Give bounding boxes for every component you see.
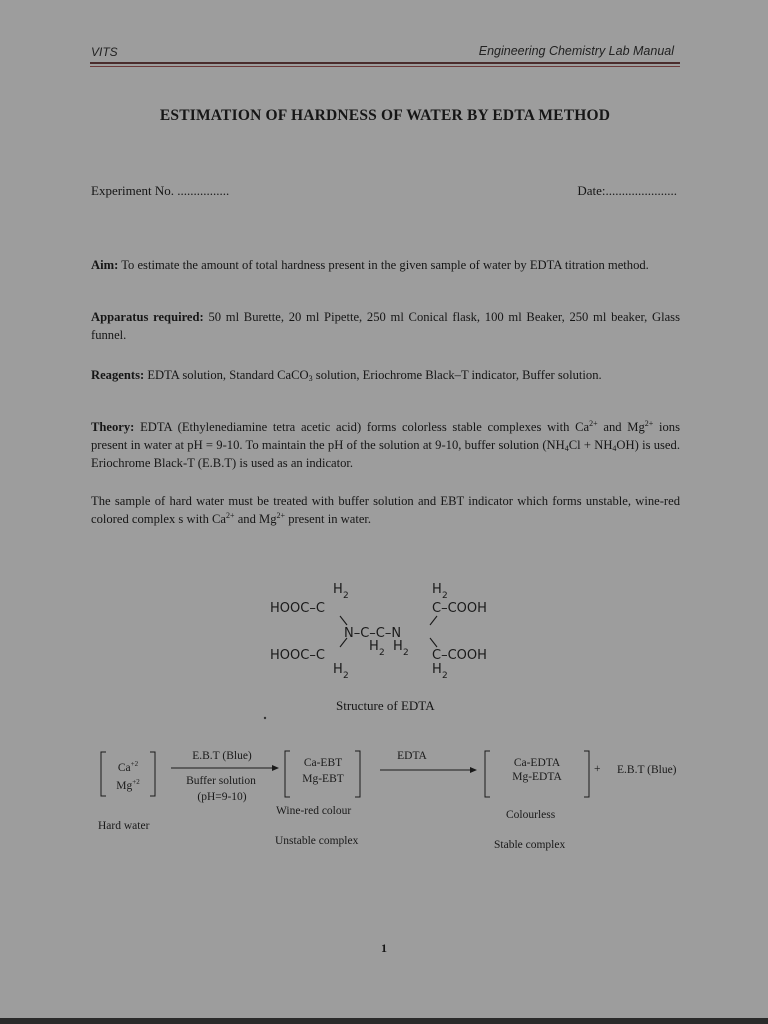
mg-edta-label: Mg-EDTA	[512, 771, 562, 783]
theory-text: EDTA (Ethylenediamine tetra acetic acid) forms colorless stable complexes with Ca	[140, 420, 590, 434]
edta-reagent-label: EDTA	[397, 750, 427, 762]
theory-text: OH) is used. Eriochrome Black-T (E.B.T) is used as an indicator.	[91, 438, 680, 470]
h2-label: H	[432, 662, 442, 677]
h2-label: H	[333, 582, 343, 597]
backbone: N–C–C–N	[344, 626, 402, 641]
buffer-label: Buffer solution	[186, 775, 256, 787]
ca-edta-label: Ca-EDTA	[513, 757, 561, 769]
arrow-head	[470, 767, 477, 773]
cooh-bottom: C–COOH	[432, 648, 487, 663]
cooh-top: C–COOH	[432, 601, 487, 616]
theory-text: Cl + NH	[568, 438, 613, 452]
ca-charge: +2	[130, 760, 139, 768]
theory-sub: 4	[564, 444, 569, 453]
reagents-text-cont: solution, Eriochrome Black–T indicator, Buffer solution.	[315, 368, 602, 382]
h2-label: H	[432, 582, 442, 597]
mg-ebt-label: Mg-EBT	[302, 773, 344, 785]
plus-sign: +	[594, 763, 601, 775]
sample-sup: 2+	[276, 511, 286, 520]
sample-sup: 2+	[226, 511, 235, 520]
hooc-top: HOOC–C	[270, 601, 325, 616]
hard-water-ions	[108, 757, 148, 793]
bond-line	[430, 616, 437, 625]
theory-sup: 2+	[589, 419, 598, 428]
header-manual-title: Engineering Chemistry Lab Manual	[478, 44, 674, 58]
aim-label: Aim:	[91, 258, 119, 272]
hooc-bottom: HOOC–C	[270, 648, 325, 663]
ca-ebt-label: Ca-EBT	[303, 757, 343, 769]
wine-red-label: Wine-red colour	[276, 805, 352, 817]
page-number: 1	[381, 941, 387, 955]
aim-text: To estimate the amount of total hardness present in the given sample of water by EDTA titration method.	[121, 258, 649, 272]
apparatus-text: 50 ml Burette, 20 ml Pipette, 250 ml Conical flask, 100 ml Beaker, 250 ml beaker, Glass funnel.	[91, 310, 680, 342]
hard-water-label: Hard water	[98, 820, 150, 832]
h2-subscript: 2	[379, 648, 385, 658]
theory-text: ions present in water at pH = 9-10. To maintain the pH of the solution at 9-10, buffer solution (NH	[91, 420, 680, 452]
reagents-label: Reagents:	[91, 368, 145, 382]
bracket-right	[584, 751, 589, 797]
bracket-left	[485, 751, 490, 797]
stable-label: Stable complex	[494, 839, 566, 851]
h2-subscript: 2	[403, 648, 409, 658]
reagents-subscript: 3	[308, 374, 313, 383]
reagents-text: EDTA solution, Standard CaCO	[147, 368, 309, 382]
h2-label: H	[369, 639, 379, 654]
h2-subscript: 2	[442, 671, 448, 681]
ebt-blue-label: E.B.T (Blue)	[192, 750, 252, 762]
unstable-label: Unstable complex	[275, 835, 359, 847]
theory-label: Theory:	[91, 420, 135, 434]
h2-subscript: 2	[343, 591, 349, 601]
ph-label: (pH=9-10)	[197, 791, 247, 803]
h2-subscript: 2	[343, 671, 349, 681]
experiment-date: Date:......................	[577, 183, 677, 198]
bracket-right	[355, 751, 360, 797]
colourless-label: Colourless	[506, 809, 556, 821]
structure-caption: Structure of EDTA	[336, 698, 435, 713]
theory-sub: 4	[612, 444, 617, 453]
header-institute: VITS	[91, 45, 118, 59]
bond-line	[430, 638, 437, 647]
sample-text: and Mg	[237, 512, 277, 526]
bracket-left	[285, 751, 290, 797]
mg-ion: Mg	[116, 779, 133, 792]
sample-text: The sample of hard water must be treated with buffer solution and EBT indicator which forms unstable, wine-red colored complex s with Ca	[91, 494, 680, 526]
ebt-blue-product: E.B.T (Blue)	[617, 764, 677, 776]
theory-text: and Mg	[603, 420, 645, 434]
arrow-head	[272, 765, 279, 771]
stray-dot	[264, 717, 266, 719]
h2-label: H	[333, 662, 343, 677]
experiment-title: ESTIMATION OF HARDNESS OF WATER BY EDTA METHOD	[159, 107, 611, 124]
bracket-left	[101, 752, 106, 796]
bracket-right	[150, 752, 155, 796]
experiment-number: Experiment No. ................	[91, 183, 230, 198]
bond-line	[340, 616, 347, 625]
bottom-bar	[0, 1018, 768, 1024]
h2-subscript: 2	[442, 591, 448, 601]
apparatus-label: Apparatus required:	[91, 310, 204, 324]
theory-sup: 2+	[644, 419, 654, 428]
ca-ion: Ca	[117, 761, 131, 774]
h2-label: H	[393, 639, 403, 654]
sample-text: present in water.	[288, 512, 372, 526]
mg-charge: +2	[132, 777, 140, 786]
